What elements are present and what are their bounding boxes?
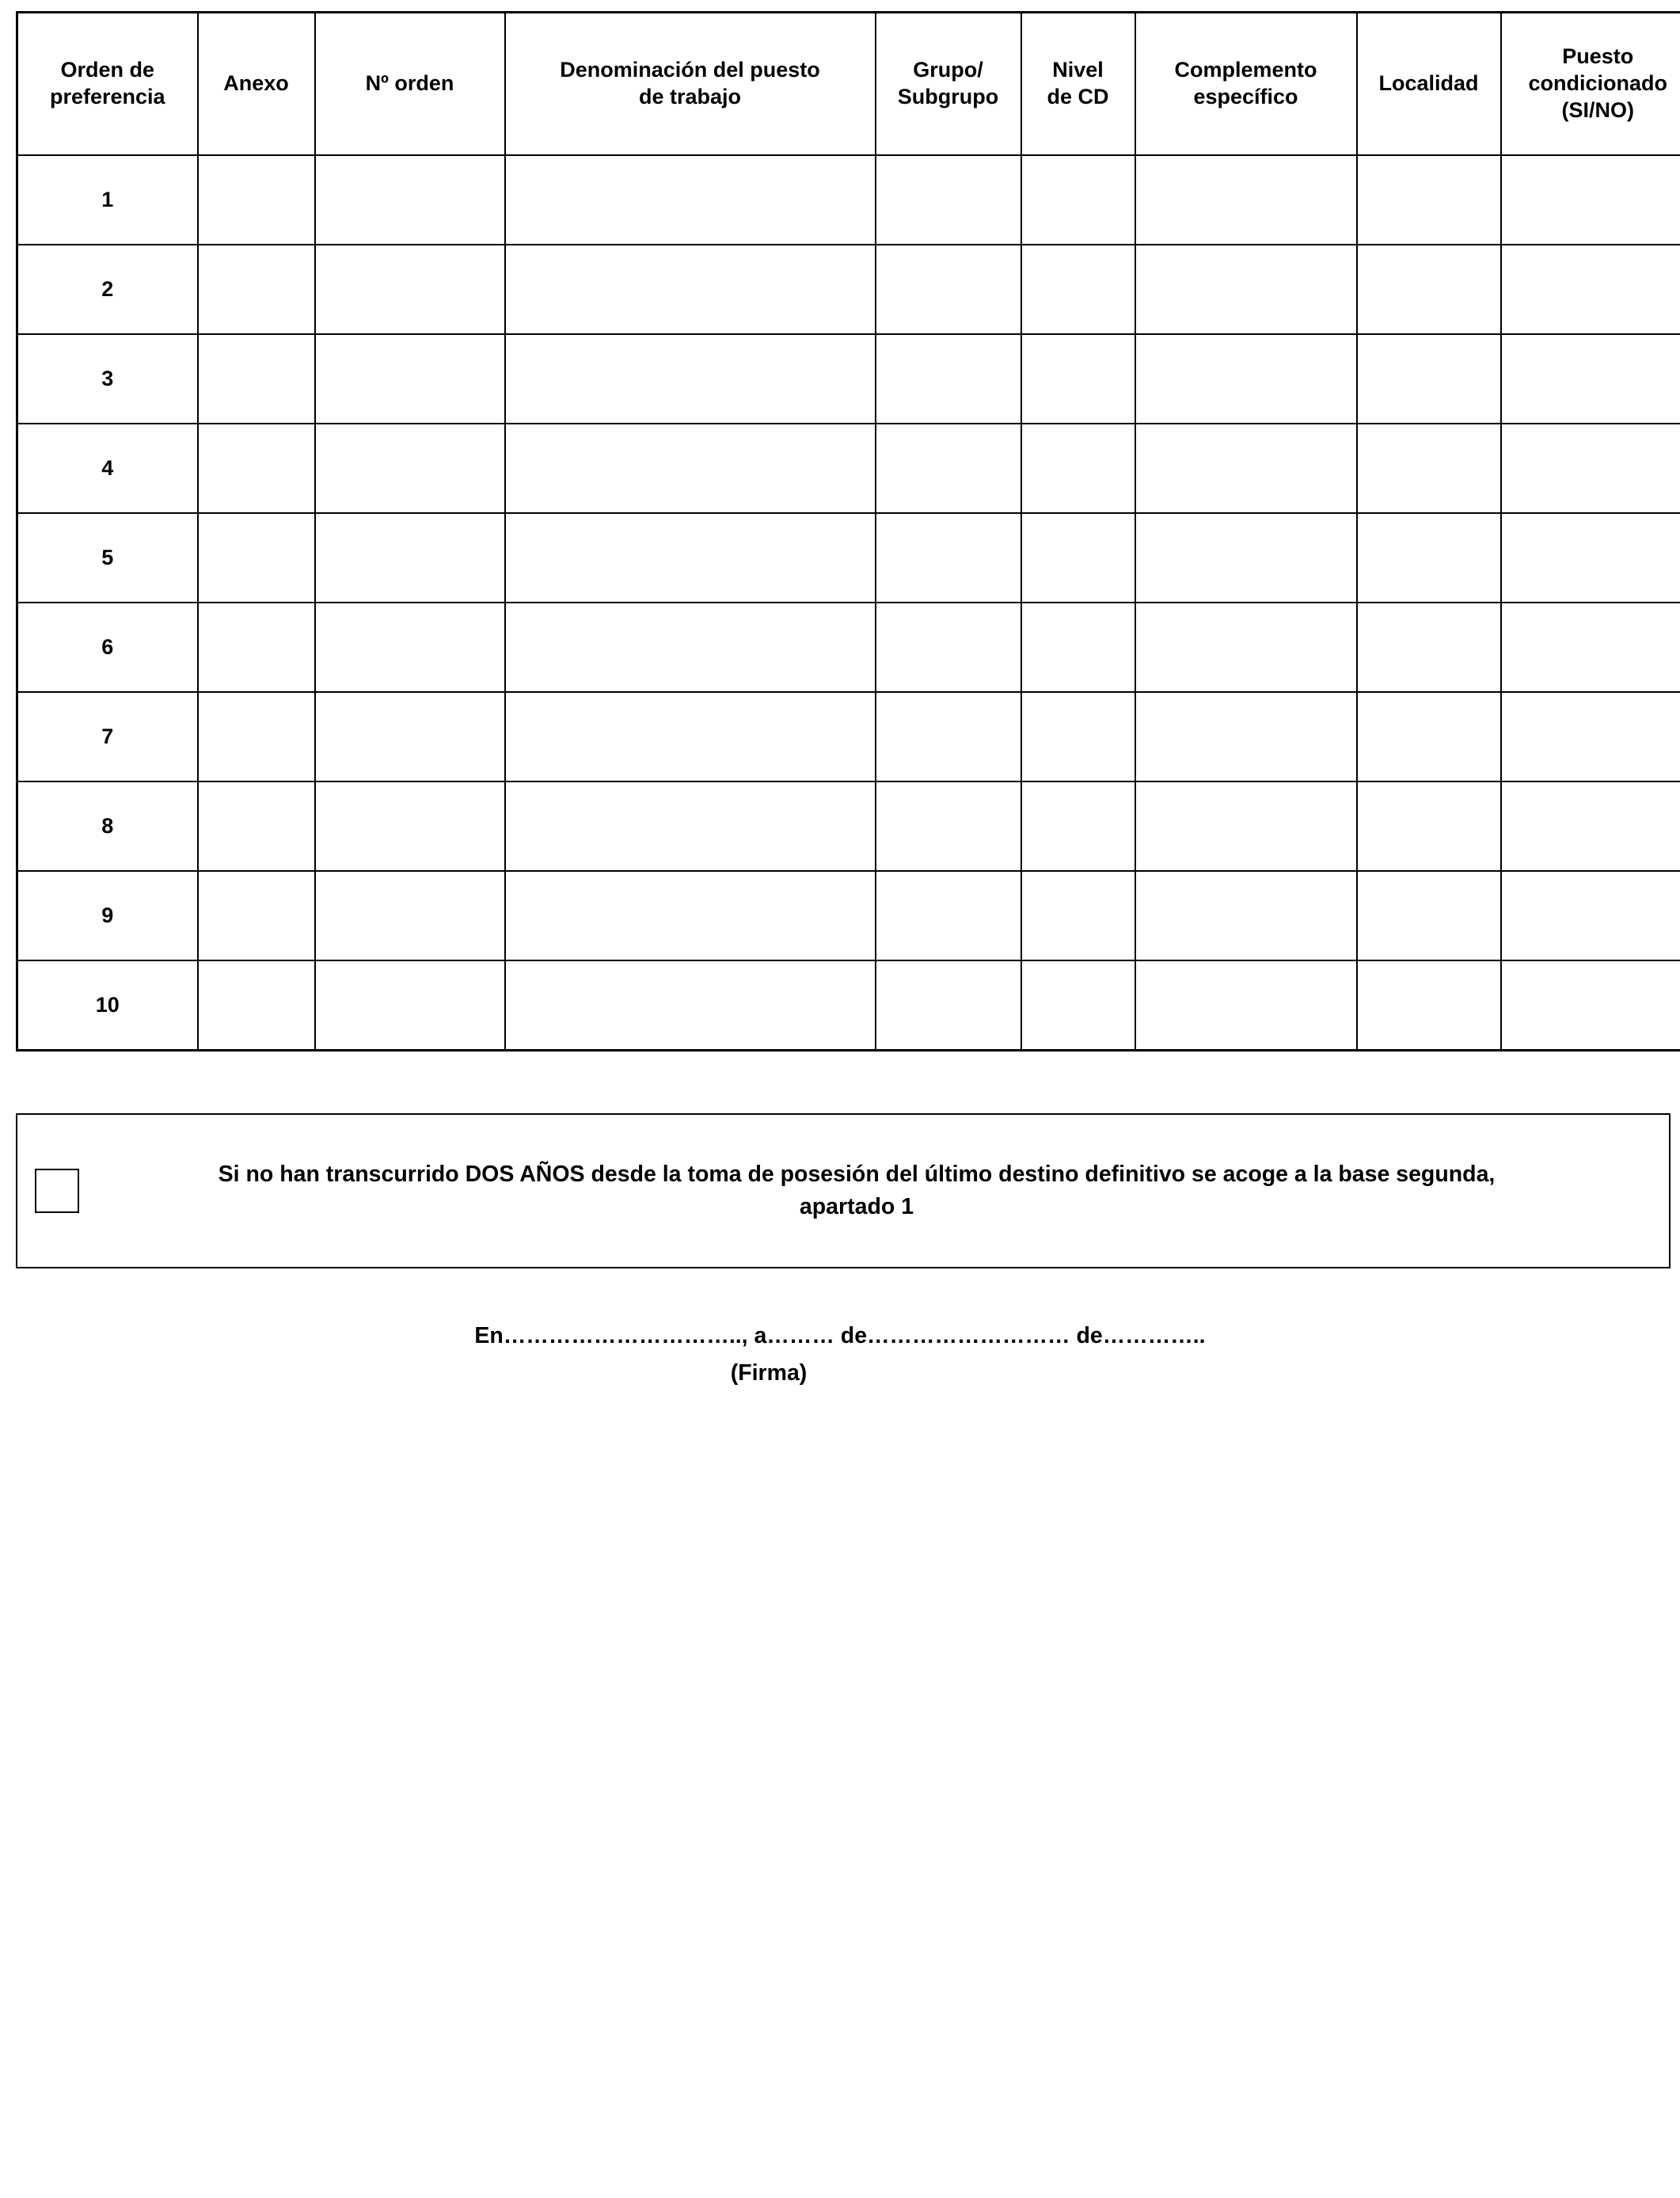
cell-grupo-subgrupo[interactable] [876, 155, 1021, 245]
header-line: (SI/NO) [1561, 97, 1634, 122]
cell-complemento-especifico[interactable] [1135, 155, 1357, 245]
cell-grupo-subgrupo[interactable] [876, 692, 1021, 781]
column-header-numero-orden [315, 13, 505, 156]
header-line: Complemento [1174, 58, 1317, 82]
cell-anexo[interactable] [198, 155, 315, 245]
cell-nivel-cd[interactable] [1021, 334, 1135, 424]
cell-numero-orden[interactable] [315, 960, 505, 1051]
column-header-denominacion-puesto [505, 13, 876, 156]
cell-denominacion[interactable] [505, 603, 876, 692]
cell-orden-preferencia: 3 [17, 334, 198, 424]
cell-puesto-condicionado[interactable] [1501, 513, 1680, 603]
cell-puesto-condicionado[interactable] [1501, 155, 1680, 245]
table-header-row [17, 13, 1680, 156]
cell-complemento-especifico[interactable] [1135, 781, 1357, 871]
cell-anexo[interactable] [198, 603, 315, 692]
preference-table-container [16, 11, 1670, 1051]
cell-localidad[interactable] [1357, 245, 1501, 334]
column-header-nivel-cd [1021, 13, 1135, 156]
cell-anexo[interactable] [198, 871, 315, 960]
cell-grupo-subgrupo[interactable] [876, 334, 1021, 424]
declaration-text [103, 1158, 1669, 1224]
cell-puesto-condicionado[interactable] [1501, 245, 1680, 334]
cell-puesto-condicionado[interactable] [1501, 692, 1680, 781]
cell-localidad[interactable] [1357, 692, 1501, 781]
header-line: Puesto [1562, 44, 1634, 69]
cell-orden-preferencia: 8 [17, 781, 198, 871]
cell-localidad[interactable] [1357, 513, 1501, 603]
header-line: Nº orden [365, 71, 454, 96]
cell-denominacion[interactable] [505, 692, 876, 781]
cell-nivel-cd[interactable] [1021, 692, 1135, 781]
table-header [17, 13, 1680, 156]
cell-puesto-condicionado[interactable] [1501, 781, 1680, 871]
declaration-text-line1: Si no han transcurrido DOS AÑOS desde la toma de posesión del último destino definitivo se acoge a la base segunda, [218, 1161, 1496, 1187]
cell-nivel-cd[interactable] [1021, 781, 1135, 871]
cell-puesto-condicionado[interactable] [1501, 960, 1680, 1051]
cell-localidad[interactable] [1357, 334, 1501, 424]
cell-orden-preferencia: 1 [17, 155, 198, 245]
declaration-text-line2: apartado 1 [799, 1194, 914, 1219]
header-line: Denominación del puesto [560, 58, 820, 82]
cell-nivel-cd[interactable] [1021, 155, 1135, 245]
cell-nivel-cd[interactable] [1021, 960, 1135, 1051]
header-line: Localidad [1378, 71, 1479, 96]
cell-numero-orden[interactable] [315, 424, 505, 513]
cell-numero-orden[interactable] [315, 334, 505, 424]
header-line: de trabajo [638, 85, 742, 108]
cell-grupo-subgrupo[interactable] [876, 871, 1021, 960]
cell-complemento-especifico[interactable] [1135, 334, 1357, 424]
cell-localidad[interactable] [1357, 871, 1501, 960]
cell-grupo-subgrupo[interactable] [876, 513, 1021, 603]
cell-localidad[interactable] [1357, 781, 1501, 871]
cell-anexo[interactable] [198, 334, 315, 424]
cell-puesto-condicionado[interactable] [1501, 871, 1680, 960]
cell-localidad[interactable] [1357, 960, 1501, 1051]
cell-nivel-cd[interactable] [1021, 871, 1135, 960]
signature-block [16, 1319, 1664, 1390]
cell-numero-orden[interactable] [315, 603, 505, 692]
column-header-grupo-subgrupo [876, 13, 1021, 156]
cell-complemento-especifico[interactable] [1135, 245, 1357, 334]
table-row [17, 245, 1680, 334]
cell-complemento-especifico[interactable] [1135, 692, 1357, 781]
table-row [17, 603, 1680, 692]
cell-denominacion[interactable] [505, 155, 876, 245]
header-line: condicionado [1528, 71, 1667, 96]
column-header-orden-preferencia [17, 13, 198, 156]
cell-complemento-especifico[interactable] [1135, 424, 1357, 513]
cell-denominacion[interactable] [505, 334, 876, 424]
cell-puesto-condicionado[interactable] [1501, 334, 1680, 424]
column-header-localidad [1357, 13, 1501, 156]
cell-orden-preferencia: 6 [17, 603, 198, 692]
cell-orden-preferencia: 2 [17, 245, 198, 334]
header-line: de CD [1047, 85, 1109, 108]
cell-denominacion[interactable] [505, 513, 876, 603]
cell-grupo-subgrupo[interactable] [876, 781, 1021, 871]
cell-numero-orden[interactable] [315, 513, 505, 603]
cell-complemento-especifico[interactable] [1135, 871, 1357, 960]
cell-nivel-cd[interactable] [1021, 245, 1135, 334]
cell-anexo[interactable] [198, 424, 315, 513]
cell-denominacion[interactable] [505, 781, 876, 871]
table-row [17, 781, 1680, 871]
column-header-puesto-condicionado [1501, 13, 1680, 156]
cell-numero-orden[interactable] [315, 871, 505, 960]
header-line: Subgrupo [897, 85, 999, 108]
place-date-line: En………………………….., a……… de……………………… de………….. [474, 1323, 1206, 1348]
cell-anexo[interactable] [198, 692, 315, 781]
cell-numero-orden[interactable] [315, 155, 505, 245]
cell-grupo-subgrupo[interactable] [876, 424, 1021, 513]
header-line: Nivel [1052, 58, 1104, 82]
table-row [17, 424, 1680, 513]
declaration-notice-box [16, 1113, 1670, 1268]
column-header-anexo [198, 13, 315, 156]
cell-denominacion[interactable] [505, 871, 876, 960]
cell-anexo[interactable] [198, 513, 315, 603]
column-header-complemento-especifico [1135, 13, 1357, 156]
cell-localidad[interactable] [1357, 603, 1501, 692]
cell-grupo-subgrupo[interactable] [876, 603, 1021, 692]
cell-complemento-especifico[interactable] [1135, 513, 1357, 603]
header-line: específico [1193, 85, 1298, 108]
cell-orden-preferencia: 5 [17, 513, 198, 603]
table-row [17, 692, 1680, 781]
cell-nivel-cd[interactable] [1021, 513, 1135, 603]
cell-orden-preferencia: 9 [17, 871, 198, 960]
cell-grupo-subgrupo[interactable] [876, 960, 1021, 1051]
cell-denominacion[interactable] [505, 245, 876, 334]
cell-numero-orden[interactable] [315, 245, 505, 334]
table-row [17, 155, 1680, 245]
cell-complemento-especifico[interactable] [1135, 960, 1357, 1051]
cell-localidad[interactable] [1357, 155, 1501, 245]
cell-denominacion[interactable] [505, 960, 876, 1051]
cell-anexo[interactable] [198, 960, 315, 1051]
declaration-checkbox[interactable] [35, 1169, 79, 1213]
cell-grupo-subgrupo[interactable] [876, 245, 1021, 334]
cell-numero-orden[interactable] [315, 692, 505, 781]
cell-orden-preferencia: 7 [17, 692, 198, 781]
cell-numero-orden[interactable] [315, 781, 505, 871]
header-line: preferencia [49, 85, 165, 108]
header-line: Orden de [60, 58, 155, 82]
table-row [17, 334, 1680, 424]
cell-denominacion[interactable] [505, 424, 876, 513]
cell-orden-preferencia: 10 [17, 960, 198, 1051]
table-row [17, 871, 1680, 960]
cell-puesto-condicionado[interactable] [1501, 603, 1680, 692]
table-body [17, 155, 1680, 1051]
cell-nivel-cd[interactable] [1021, 603, 1135, 692]
preference-table [16, 11, 1680, 1051]
table-row [17, 960, 1680, 1051]
signature-label: (Firma) [730, 1359, 808, 1386]
header-line: Anexo [223, 71, 289, 96]
cell-complemento-especifico[interactable] [1135, 603, 1357, 692]
cell-nivel-cd[interactable] [1021, 424, 1135, 513]
cell-puesto-condicionado[interactable] [1501, 424, 1680, 513]
header-line: Grupo/ [913, 58, 983, 82]
cell-anexo[interactable] [198, 781, 315, 871]
cell-localidad[interactable] [1357, 424, 1501, 513]
table-row [17, 513, 1680, 603]
cell-anexo[interactable] [198, 245, 315, 334]
cell-orden-preferencia: 4 [17, 424, 198, 513]
